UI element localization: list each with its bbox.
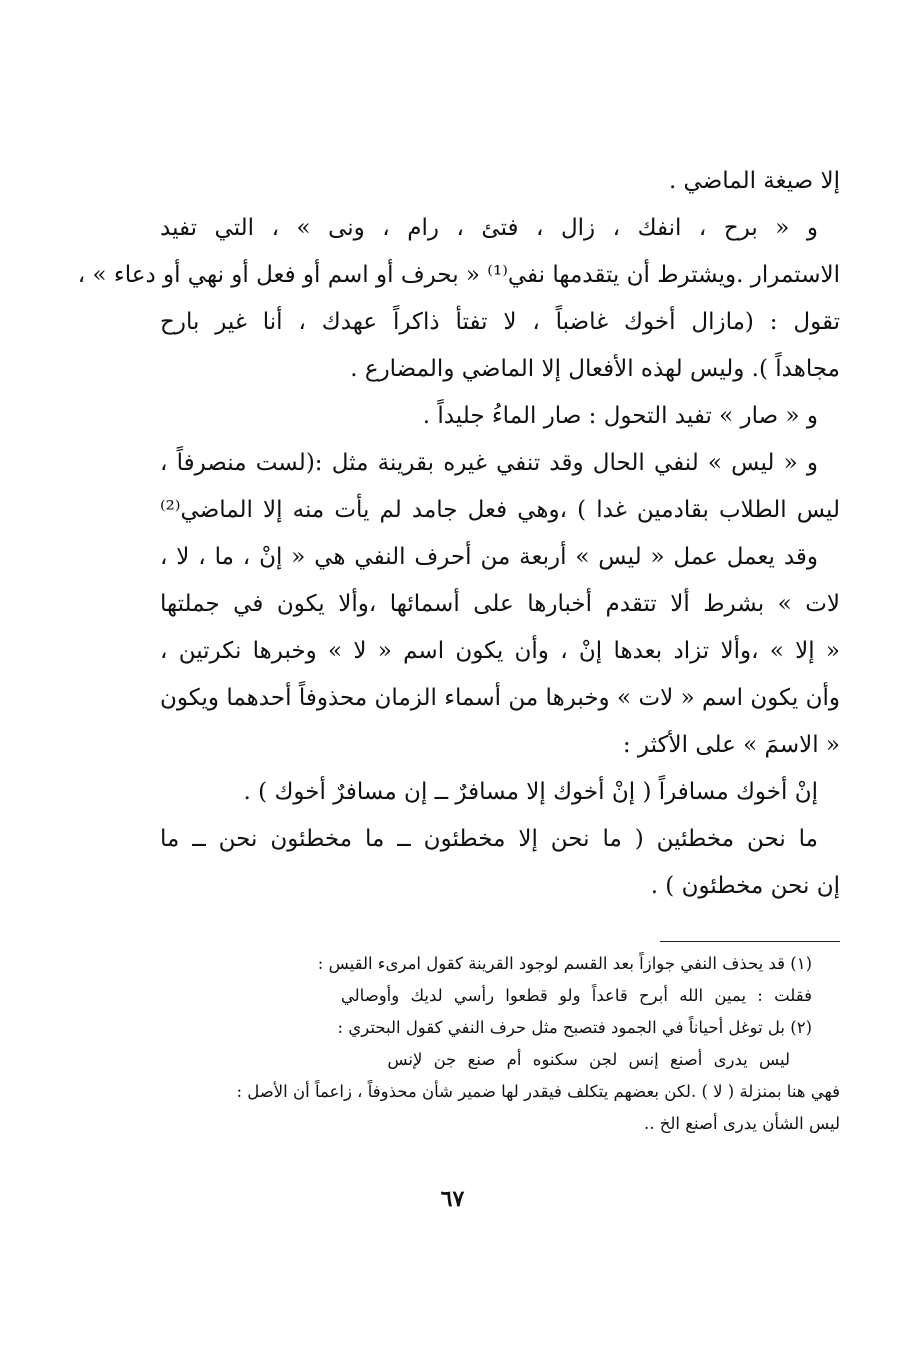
body-line: وأن يكون اسم « لات » وخبرها من أسماء الزمان محذوفاً أحدهما ويكون [160, 685, 840, 711]
page-number: ٦٧ [440, 1186, 465, 1212]
body-line: إن نحن مخطئون ) . [650, 873, 840, 899]
footnote-line: (٢) بل توغل أحياناً في الجمود فتصبح مثل حرف النفي كقول البحتري : [337, 1018, 812, 1037]
footnote-separator [660, 941, 840, 942]
footnote-verse: ليس يدرى أصنع إنس لجن سكنوه أم صنع جن لإنس [387, 1050, 790, 1069]
footnote-line: (١) قد يحذف النفي جوازاً بعد القسم لوجود القرينة كقول امرىء القيس : [317, 954, 812, 973]
body-line: و « ليس » لنفي الحال وقد تنفي غيره بقرينة مثل :(لست منصرفاً ، [160, 450, 818, 476]
body-line: الاستمرار .ويشترط أن يتقدمها نفي⁽¹⁾ « بحرف أو اسم أو فعل أو نهي أو دعاء » ، [77, 262, 840, 288]
body-line: و « برح ، انفك ، زال ، فتئ ، رام ، ونى » ، التي تفيد [160, 215, 818, 241]
body-line: مجاهداً ). وليس لهذه الأفعال إلا الماضي والمضارع . [350, 356, 840, 382]
body-line: لات » بشرط ألا تتقدم أخبارها على أسمائها ،وألا يكون في جملتها [160, 591, 840, 617]
body-line: ليس الطلاب بقادمين غدا ) ،وهي فعل جامد لم يأت منه إلا الماضي⁽²⁾ [160, 497, 840, 523]
body-line: إنْ أخوك مسافراً ( إنْ أخوك إلا مسافرٌ ــ إن مسافرٌ أخوك ) . [243, 779, 818, 805]
body-line: « الاسمَ » على الأكثر : [622, 732, 840, 758]
body-line: ما نحن مخطئين ( ما نحن إلا مخطئون ــ ما مخطئون نحن ــ ما [160, 826, 818, 852]
body-line: إلا صيغة الماضي . [668, 168, 840, 194]
body-line: تقول : (مازال أخوك غاضباً ، لا تفتأ ذاكراً عهدك ، أنا غير بارح [160, 309, 840, 335]
footnotes-block [160, 948, 840, 1140]
footnote-line: فهي هنا بمنزلة ( لا ) .لكن بعضهم يتكلف فيقدر لها ضمير شأن محذوفاً ، زاعماً أن الأصل : [236, 1082, 840, 1101]
footnote-verse: فقلت : يمين الله أبرح قاعداً ولو قطعوا رأسي لديك وأوصالي [340, 986, 812, 1005]
body-line: وقد يعمل عمل « ليس » أربعة من أحرف النفي هي « إنْ ، ما ، لا ، [160, 544, 818, 570]
body-line: و « صار » تفيد التحول : صار الماءُ جليداً . [422, 403, 818, 429]
main-text-block [77, 158, 840, 910]
body-line: « إلا » ،وألا تزاد بعدها إنْ ، وأن يكون اسم « لا » وخبرها نكرتين ، [160, 638, 840, 664]
footnote-line: ليس الشأن يدرى أصنع الخ .. [644, 1114, 840, 1133]
